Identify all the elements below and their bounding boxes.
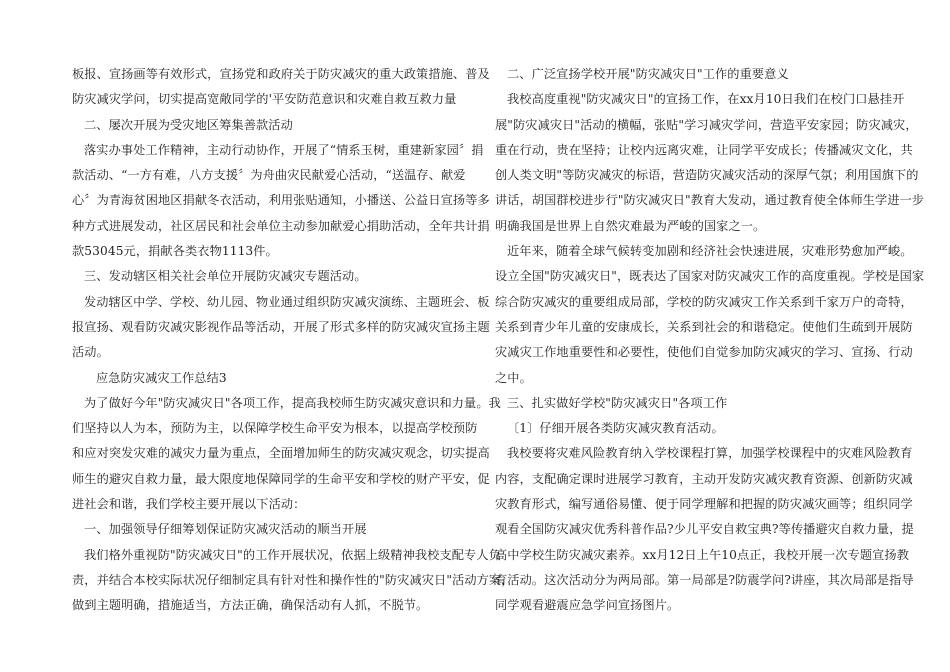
text-line: 心〞为青海贫困地区捐献冬衣活动，利用张贴通知，小播送、公益日宣扬等多 [72, 193, 490, 208]
text-line: 展"防灾减灾日"活动的横幅，张贴"学习减灾学问，营造平安家园；防灾减灾， [495, 117, 918, 132]
text-line: 款活动、“一方有难，八方支援〞为舟曲灾民献爱心活动，“送温存、献爱 [72, 168, 466, 183]
text-line: 板报、宣扬画等有效形式，宣扬党和政府关于防灾减灾的重大政策措施、普及 [72, 67, 490, 81]
text-line: 〔1〕仔细开展各类防灾减灾教育活动。 [507, 421, 724, 436]
text-line: 和应对突发灾难的减灾力量为重点，全面增加师生的防灾减灾观念，切实提高 [72, 446, 490, 461]
text-line: 内容，支配确定课时进展学习教育，主动开发防灾减灾教育资源、创新防灾减 [495, 471, 913, 486]
text-line: 设立全国"防灾减灾日"，既表达了国家对防灾减灾工作的高度重视。学校是国家 [495, 269, 925, 284]
text-line: 二、广泛宣扬学校开展"防灾减灾日"工作的重要意义 [507, 67, 789, 81]
text-line: 们坚持以人为本，预防为主，以保障学校生命平安为根本，以提高学校预防 [72, 421, 478, 436]
text-line: 三、发动辖区相关社会单位开展防灾减灾专题活动。 [84, 269, 367, 284]
text-line: 关系到青少年儿童的安康成长，关系到社会的和谐稳定。使他们生疏到开展防 [495, 319, 913, 334]
text-line: 综合防灾减灾的重要组成局部，学校的防灾减灾工作关系到千家万户的奇特， [495, 294, 913, 309]
text-line: 三、扎实做好学校"防灾减灾日"各项工作 [507, 395, 728, 410]
text-line: 进社会和谐，我们学校主要开展以下活动： [72, 497, 306, 512]
text-line: 之中。 [495, 370, 532, 385]
text-line: 做到主题明确，措施适当，方法正确，确保活动有人抓，不脱节。 [72, 598, 429, 613]
text-line: 防灾减灾学问，切实提高宽敞同学的'平安防范意识和灾难自救互救力量 [72, 92, 457, 107]
text-line: 我校高度重视"防灾减灾日"的宣扬工作，在xx月10日我们在校门口悬挂开 [507, 92, 905, 107]
text-line: 重在行动，贵在坚持；让校内远离灾难，让同学平安成长；传播减灾文化，共 [495, 142, 913, 157]
text-line: 高中学校生防灾减灾素养。xx月12日上午10点正，我校开展一次专题宣扬教 [495, 547, 909, 562]
text-line: 责，并结合本校实际状况仔细制定具有针对性和操作性的"防灾减灾日"活动方案， [72, 572, 514, 587]
text-line: 报宣扬、观看防灾减灾影视作品等活动，开展了形式多样的防灾减灾宣扬主题 [72, 319, 490, 334]
text-line: 育活动。这次活动分为两局部。第一局部是?防震学问?讲座，其次局部是指导 [495, 572, 914, 587]
text-line: 同学观看避震应急学问宣扬图片。 [495, 598, 680, 613]
text-line: 灾教育形式，编写通俗易懂、便于同学理解和把握的防灾减灾画等；组织同学 [495, 497, 913, 512]
text-line: 种方式进展发动，社区居民和社会单位主动参加献爱心捐助活动，全年共计捐 [72, 218, 490, 233]
right-column [495, 62, 925, 619]
text-line: 款53045元，捐献各类衣物1113件。 [72, 244, 278, 259]
text-line: 发动辖区中学、学校、幼儿园、物业通过组织防灾减灾演练、主题班会、板 [84, 294, 490, 309]
text-line: 二、屡次开展为受灾地区筹集善款活动 [84, 117, 293, 132]
text-line: 灾减灾工作地重要性和必要性，使他们自觉参加防灾减灾的学习、宣扬、行动 [495, 345, 913, 360]
text-line: 讲话，胡国群校进步行"防灾减灾日"教育大发动，通过教育使全体师生学进一步 [495, 193, 925, 208]
text-line: 活动。 [72, 345, 109, 360]
text-line: 一、加强领导仔细筹划保证防灾减灾活动的顺当开展 [84, 522, 367, 537]
text-line: 明确我国是世界上自然灾难最为严峻的国家之一。 [495, 218, 766, 233]
text-line: 我校要将灾难风险教育纳入学校课程打算，加强学校课程中的灾难风险教育 [507, 446, 913, 461]
text-line: 近年来，随着全球气候转变加剧和经济社会快速进展，灾难形势愈加严峻。 [507, 244, 913, 259]
text-line: 应急防灾减灾工作总结3 [96, 370, 227, 385]
text-line: 师生的避灾自救力量，最大限度地保障同学的生命平安和学校的财产平安，促 [72, 471, 490, 486]
text-line: 创人类文明"等防灾减灾的标语，营造防灾减灾活动的深厚气氛；利用国旗下的 [495, 168, 919, 183]
text-line: 我们格外重视防"防灾减灾日"的工作开展状况，依据上级精神我校支配专人负 [84, 547, 501, 562]
text-line: 为了做好今年"防灾减灾日"各项工作，提高我校师生防灾减灾意识和力量。我 [84, 395, 501, 410]
text-line: 观看全国防灾减灾优秀科普作品?少儿平安自救宝典?等传播避灾自救力量，提 [495, 522, 914, 537]
text-line: 落实办事处工作精神，主动行动协作，开展了“情系玉树，重建新家园〞捐 [84, 142, 484, 157]
